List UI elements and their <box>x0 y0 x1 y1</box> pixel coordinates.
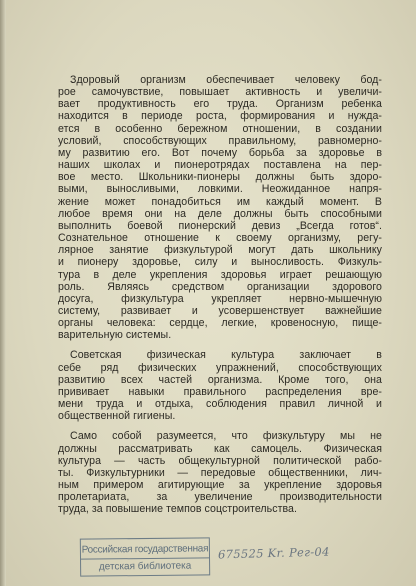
body-text <box>58 74 382 515</box>
handwritten-catalog-note: 675525 Kr. Рег-04 <box>217 544 330 562</box>
paragraph-3 <box>58 430 382 515</box>
text-line: выми, выносливыми, ловкими. Неожиданное напря- <box>58 183 382 196</box>
text-line: тура в деле укрепления здоровья играет решающую <box>58 268 382 281</box>
text-line: варительную системы. <box>58 329 172 342</box>
paragraph-1 <box>58 74 382 341</box>
stamp-line-2: детская библиотека <box>81 557 209 574</box>
text-line: ется в особенно бережном отношении, в создании <box>58 122 382 135</box>
text-line: досуга, физкультура укрепляет нервно-мышечную <box>58 292 382 305</box>
text-line: пролетариата, за увеличение производительности <box>58 491 382 504</box>
text-line: жение может понадобиться им каждый момент. В <box>58 195 382 208</box>
text-line: себе ряд физических упражнений, способствующих <box>58 361 382 374</box>
text-line: мени труда и отдыха, соблюдения правил личной и <box>58 398 382 411</box>
text-line: культура — часть общекультурной политической рабо- <box>58 454 382 467</box>
text-line: условий, способствующих правильному, равномерно- <box>58 134 382 147</box>
text-line: лярное занятие физкультурой могут дать школьнику <box>58 244 382 257</box>
paragraph-2 <box>58 349 382 422</box>
text-line: роль. Являясь средством организации здорового <box>58 280 382 293</box>
text-line: находится в периоде роста, формирования и нужда- <box>58 110 382 123</box>
text-line: органы человека: сердце, легкие, кровеносную, пище- <box>58 317 382 330</box>
text-line: развитию всех частей организма. Кроме того, она <box>58 373 382 386</box>
text-line: ным примером агитирующие за укрепление здоровья <box>58 479 382 491</box>
text-line: Здоровый организм обеспечивает человеку бод- <box>70 74 382 86</box>
text-line: Само собой разумеется, что физкультуру мы не <box>70 430 382 443</box>
text-line: общественной гигиены. <box>58 410 176 423</box>
text-line: любое время они на деле должны быть способными <box>58 207 382 220</box>
text-line: должны рассматривать как самоцель. Физическая <box>58 442 382 455</box>
text-line: вает продуктивность его труда. Организм ребенка <box>58 98 382 111</box>
text-line: труда, за повышение темпов соцстроительства. <box>58 503 297 516</box>
text-line: вое место. Школьники-пионеры должны быть здоро- <box>58 171 382 184</box>
text-line: систему, развивает и усовершенствует важнейшие <box>58 304 382 317</box>
library-stamp <box>80 537 210 576</box>
text-line: наших школах и пионеротрядах поставлена на пер- <box>58 159 382 172</box>
text-line: му развитию его. Вот почему борьба за здоровье в <box>58 146 382 159</box>
stamp-line-1: Российская государственная <box>81 543 209 556</box>
page-edge-shadow <box>0 0 6 586</box>
text-line: Советская физическая культура заключает в <box>70 349 382 362</box>
text-line: рое самочувствие, повышает активность и увеличи- <box>58 86 382 99</box>
text-line: ты. Физкультурники — передовые общественники, лич- <box>58 466 382 479</box>
text-line: выполнить боевой пионерский девиз „Всегда готов“. <box>58 219 382 232</box>
text-line: и пионеру здоровье, силу и выносливость. Физкуль- <box>58 256 382 269</box>
text-line: прививает навыки правильного распределения вре- <box>58 385 382 398</box>
text-line: Сознательное отношение к своему организму, регу- <box>58 232 382 245</box>
